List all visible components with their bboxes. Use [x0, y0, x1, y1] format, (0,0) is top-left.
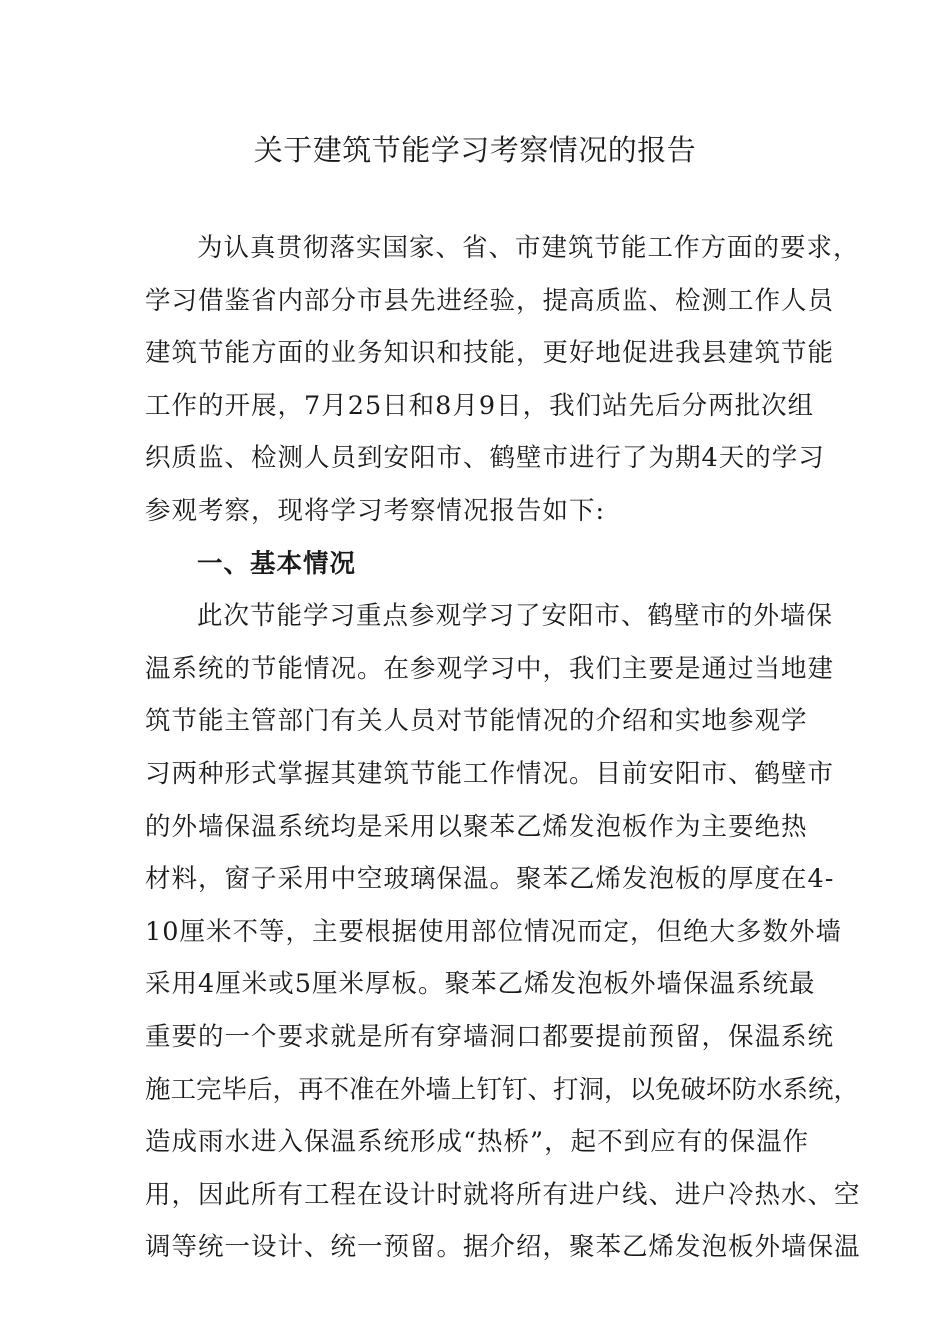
paragraph-line: 织质监、检测人员到安阳市、鹤壁市进行了为期4天的学习 — [145, 443, 825, 474]
paragraph-line: 施工完毕后，再不准在外墙上钉钉、打洞，以免破坏防水系统， — [145, 1074, 860, 1105]
paragraph-line: 10厘米不等，主要根据使用部位情况而定，但绝大多数外墙 — [145, 916, 842, 947]
document-title: 关于建筑节能学习考察情况的报告 — [253, 133, 697, 167]
paragraph-line: 的外墙保温系统均是采用以聚苯乙烯发泡板作为主要绝热 — [145, 811, 808, 842]
section-heading: 一、基本情况 — [197, 548, 357, 579]
paragraph-line: 此次节能学习重点参观学习了安阳市、鹤壁市的外墙保 — [197, 601, 834, 632]
paragraph-line: 建筑节能方面的业务知识和技能，更好地促进我县建筑节能 — [145, 338, 835, 369]
paragraph-line: 习两种形式掌握其建筑节能工作情况。目前安阳市、鹤壁市 — [145, 758, 835, 789]
document-body — [145, 222, 861, 1274]
paragraph-line: 参观考察，现将学习考察情况报告如下: — [145, 495, 606, 526]
paragraph-line: 采用4厘米或5厘米厚板。聚苯乙烯发泡板外墙保温系统最 — [145, 969, 816, 1000]
paragraph-line: 工作的开展，7月25日和8月9日，我们站先后分两批次组 — [145, 390, 815, 421]
paragraph-line: 材料，窗子采用中空玻璃保温。聚苯乙烯发泡板的厚度在4- — [145, 864, 835, 895]
paragraph-line: 温系统的节能情况。在参观学习中，我们主要是通过当地建 — [145, 653, 835, 684]
paragraph-line: 用，因此所有工程在设计时就将所有进户线、进户冷热水、空 — [145, 1179, 861, 1210]
paragraph-line: 重要的一个要求就是所有穿墙洞口都要提前预留，保温系统 — [145, 1021, 835, 1052]
paragraph-line: 调等统一设计、统一预留。据介绍，聚苯乙烯发泡板外墙保温 — [145, 1232, 861, 1263]
paragraph-line: 造成雨水进入保温系统形成“热桥”，起不到应有的保温作 — [145, 1127, 810, 1158]
paragraph-line: 学习借鉴省内部分市县先进经验，提高质监、检测工作人员 — [145, 285, 835, 316]
paragraph-line: 为认真贯彻落实国家、省、市建筑节能工作方面的要求， — [197, 233, 860, 263]
paragraph-line: 筑节能主管部门有关人员对节能情况的介绍和实地参观学 — [145, 706, 808, 737]
